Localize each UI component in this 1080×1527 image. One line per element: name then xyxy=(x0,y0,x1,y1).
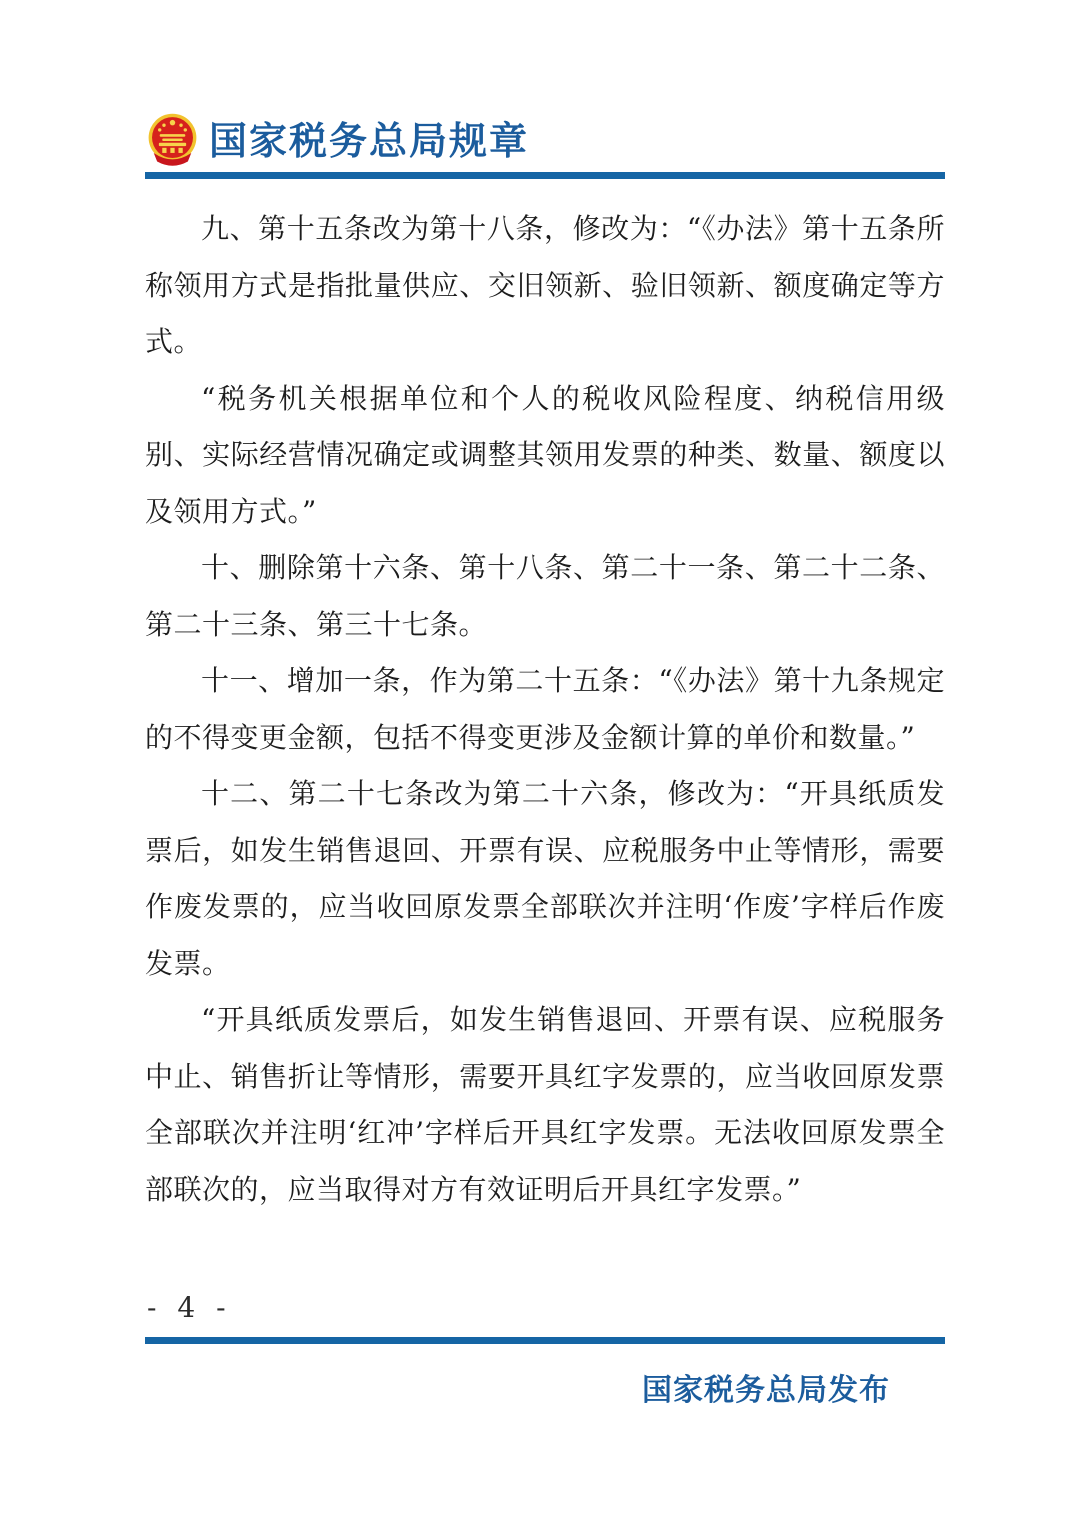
page-number: - 4 - xyxy=(147,1291,232,1324)
body-paragraph: “开具纸质发票后，如发生销售退回、开票有误、应税服务中止、销售折让等情形，需要开具红字发票的，应当收回原发票全部联次并注明‘红冲’字样后开具红字发票。无法收回原发票全部联次的，应当取得对方有效证明后开具红字发票。” xyxy=(145,1003,945,1206)
page-header xyxy=(145,112,945,170)
body-paragraph: 十一、增加一条，作为第二十五条：“《办法》第十九条规定的不得变更金额，包括不得变更涉及金额计算的单价和数量。” xyxy=(145,664,945,754)
document-body xyxy=(145,201,945,1218)
header-divider-line xyxy=(145,172,945,179)
body-paragraph: 十二、第二十七条改为第二十六条，修改为：“开具纸质发票后，如发生销售退回、开票有误、应税服务中止等情形，需要作废发票的，应当收回原发票全部联次并注明‘作废’字样后作废发票。 xyxy=(145,777,945,980)
footer-divider-line xyxy=(145,1337,945,1344)
china-national-emblem-icon xyxy=(145,112,200,170)
body-paragraph: 九、第十五条改为第十八条，修改为：“《办法》第十五条所称领用方式是指批量供应、交旧领新、验旧领新、额度确定等方式。 xyxy=(145,212,945,358)
document-category-title: 国家税务总局规章 xyxy=(209,118,530,163)
body-paragraph: 十、删除第十六条、第十八条、第二十一条、第二十二条、第二十三条、第三十七条。 xyxy=(145,551,945,641)
body-paragraph: “税务机关根据单位和个人的税收风险程度、纳税信用级别、实际经营情况确定或调整其领用发票的种类、数量、额度以及领用方式。” xyxy=(145,381,945,528)
publisher-label: 国家税务总局发布 xyxy=(642,1373,890,1408)
